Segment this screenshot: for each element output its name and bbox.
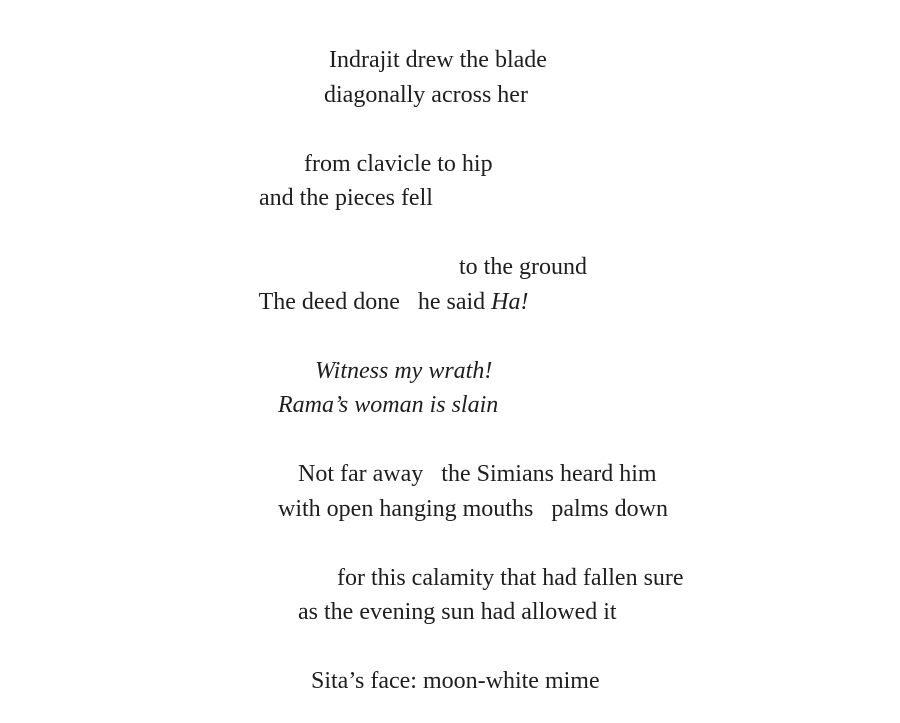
poem-text: from clavicle to hip xyxy=(304,151,493,177)
poem-text: for this calamity that had fallen sure xyxy=(337,565,684,591)
poem-text: The deed done he said xyxy=(258,289,492,315)
poem-text: with open hanging mouths palms down xyxy=(278,496,668,522)
poem-text: Sita’s face: moon-white mime xyxy=(311,668,600,694)
poem-text: Not far away the Simians heard him xyxy=(298,461,657,487)
poem-text-italic: Rama’s woman is slain xyxy=(278,392,499,418)
poem-line-13 xyxy=(287,639,600,723)
poem-text-italic: Ha! xyxy=(491,289,529,315)
poem-text: to the ground xyxy=(459,254,587,280)
poem-text: Indrajit drew the blade xyxy=(329,47,547,73)
poem-text-italic: Witness my wrath! xyxy=(315,358,493,384)
poem-text: as the evening sun had allowed it xyxy=(298,599,617,625)
poem-text: diagonally across her xyxy=(324,82,528,108)
poem-line-4 xyxy=(235,156,433,240)
poem-text: and the pieces fell xyxy=(259,185,433,211)
